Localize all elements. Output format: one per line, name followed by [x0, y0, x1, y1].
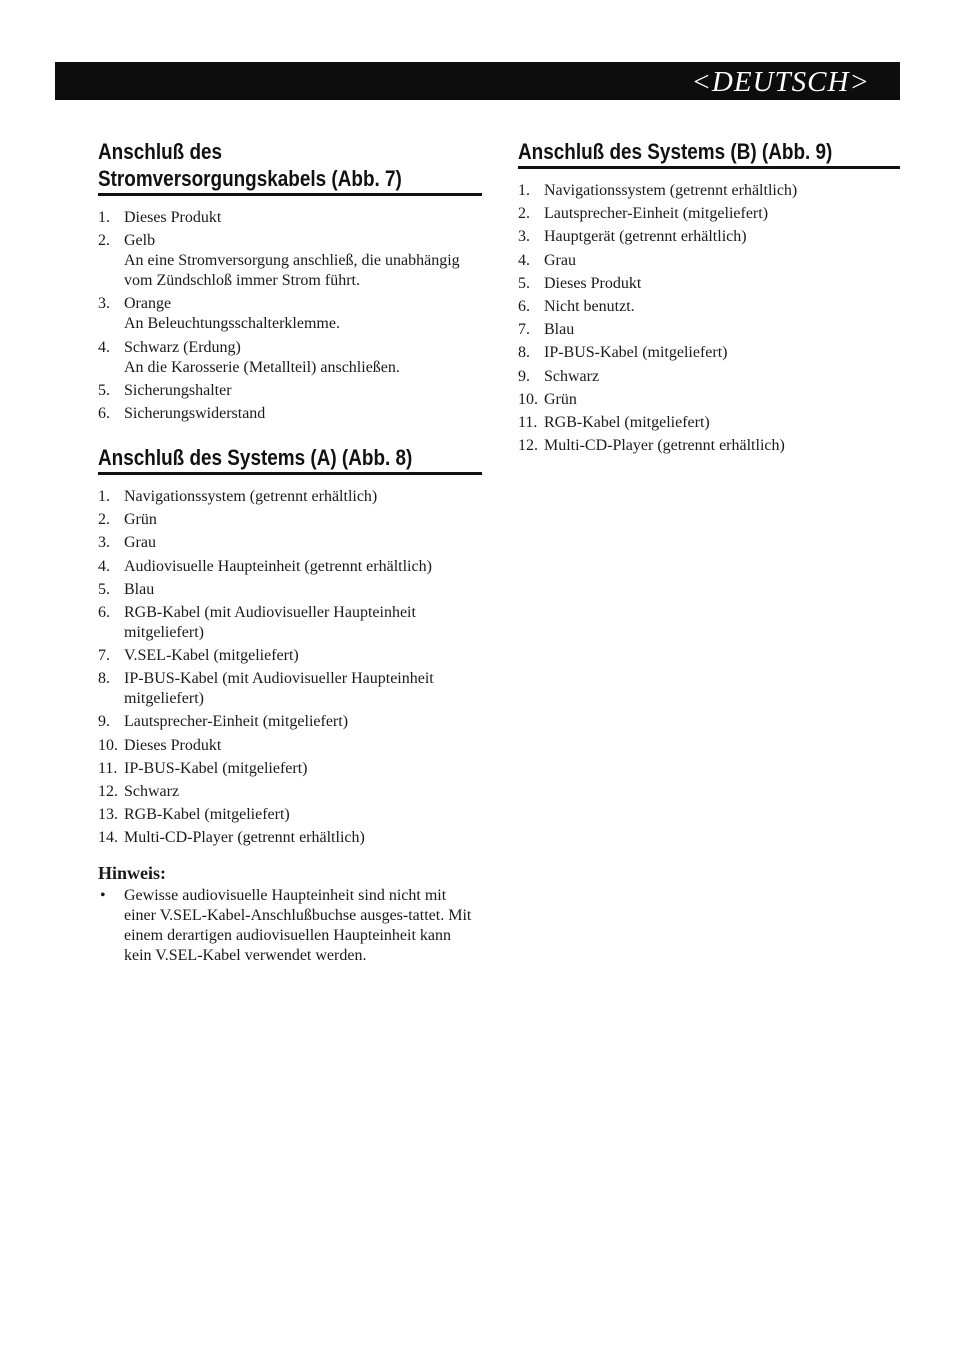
list-item-number: 4. [518, 251, 530, 269]
list-item [98, 669, 482, 709]
list-item [518, 413, 900, 433]
list-item-text: Lautsprecher-Einheit (mitgeliefert) [544, 205, 769, 223]
system-a-heading [98, 444, 482, 475]
list-item [98, 646, 482, 666]
list-item-text: Dieses Produkt [124, 209, 222, 226]
list-item-text: IP-BUS-Kabel (mitgeliefert) [124, 759, 308, 777]
system-b-heading [518, 138, 900, 169]
list-item [98, 404, 482, 424]
list-item [98, 580, 482, 600]
list-item-number: 1. [98, 487, 110, 505]
list-item-number: 8. [518, 344, 530, 362]
note-text: Gewisse audiovisuelle Haupteinheit sind nicht mit einer V.SEL-Kabel-Anschlußbuchse ausges-tattet. Mit einem derartigen audiovisuellen Haupteinheit kann kein V.SEL-Kabel verwendet werden. [124, 887, 472, 965]
list-item-number: 6. [98, 603, 110, 621]
list-item-text: Lautsprecher-Einheit (mitgeliefert) [124, 713, 349, 731]
list-item-number: 12. [518, 437, 538, 455]
list-item-number: 13. [98, 806, 118, 824]
list-item [518, 297, 900, 317]
list-item-number: 4. [98, 557, 110, 575]
list-item [98, 381, 482, 401]
list-item-text: Orange [124, 295, 172, 313]
list-item-number: 9. [518, 367, 530, 385]
list-item [98, 533, 482, 553]
list-item-number: 2. [98, 511, 110, 529]
list-item-text: Grau [544, 251, 576, 269]
list-item [98, 759, 482, 779]
list-item-text: RGB-Kabel (mitgeliefert) [124, 806, 290, 824]
right-column [518, 138, 900, 459]
list-item-text: Multi-CD-Player (getrennt erhältlich) [544, 437, 785, 455]
list-item [518, 320, 900, 340]
list-item [98, 294, 482, 334]
list-item [518, 181, 900, 201]
list-item [98, 208, 482, 228]
list-item [98, 510, 482, 530]
list-item-number: 5. [98, 580, 110, 598]
list-item-text: IP-BUS-Kabel (mitgeliefert) [544, 344, 728, 362]
list-item-text: Navigationssystem (getrennt erhältlich) [544, 182, 798, 199]
list-item-text: Multi-CD-Player (getrennt erhältlich) [124, 829, 365, 847]
list-item [518, 227, 900, 247]
list-item-detail: An die Karosserie (Metallteil) anschließen. [124, 358, 400, 376]
list-item-number: 7. [518, 321, 530, 339]
list-item-number: 11. [518, 413, 538, 431]
system-b-heading-text: Anschluß des Systems (B) (Abb. 9) [518, 139, 833, 164]
list-item-text: RGB-Kabel (mit Audiovisueller Haupteinheit mitgeliefert) [124, 603, 416, 641]
list-item [98, 338, 482, 378]
list-item-text: RGB-Kabel (mitgeliefert) [544, 413, 710, 431]
list-item-detail: An eine Stromversorgung anschließ, die unabhängig vom Zündschloß immer Strom führt. [124, 252, 460, 290]
list-item-number: 6. [98, 404, 110, 422]
left-column [98, 138, 482, 966]
list-item-text: Grau [124, 534, 156, 552]
list-item-text: Schwarz [544, 367, 600, 385]
list-item [98, 805, 482, 825]
list-item-number: 1. [98, 209, 110, 226]
list-item [518, 367, 900, 387]
list-item [98, 231, 482, 291]
note-item [98, 886, 482, 966]
language-header-bar [55, 62, 900, 100]
list-item-number: 4. [98, 338, 110, 356]
list-item [98, 782, 482, 802]
list-item-text: Blau [124, 580, 155, 598]
list-item-text: Navigationssystem (getrennt erhältlich) [124, 487, 378, 505]
list-item-number: 11. [98, 759, 118, 777]
list-item-detail: An Beleuchtungsschalterklemme. [124, 315, 340, 333]
system-b-list [518, 181, 900, 456]
language-label: <DEUTSCH> [691, 66, 870, 98]
system-a-heading-text: Anschluß des Systems (A) (Abb. 8) [98, 444, 413, 470]
list-item-number: 5. [518, 274, 530, 292]
list-item [98, 487, 482, 507]
list-item-number: 1. [518, 182, 530, 199]
power-cable-heading-line1: Anschluß des [98, 139, 223, 164]
list-item [98, 603, 482, 643]
bullet-icon: • [100, 887, 106, 905]
list-item-number: 10. [98, 736, 118, 754]
list-item-text: Gelb [124, 232, 156, 250]
list-item-number: 7. [98, 647, 110, 665]
list-item-text: Dieses Produkt [544, 274, 642, 292]
list-item [98, 736, 482, 756]
power-cable-heading [98, 138, 482, 196]
list-item-text: IP-BUS-Kabel (mit Audiovisueller Haupteinheit mitgeliefert) [124, 670, 434, 708]
list-item-text: Blau [544, 321, 575, 339]
list-item [518, 274, 900, 294]
list-item [518, 251, 900, 271]
list-item-text: Nicht benutzt. [544, 297, 635, 315]
list-item [518, 436, 900, 456]
list-item [98, 712, 482, 732]
list-item-text: Audiovisuelle Haupteinheit (getrennt erhältlich) [124, 557, 432, 575]
list-item-number: 5. [98, 381, 110, 399]
list-item-number: 2. [518, 205, 530, 223]
list-item-number: 3. [98, 534, 110, 552]
list-item-number: 3. [518, 228, 530, 246]
list-item-number: 14. [98, 829, 118, 847]
note-title: Hinweis: [98, 863, 167, 884]
list-item-text: Grün [544, 390, 577, 408]
list-item-text: Grün [124, 511, 157, 529]
list-item-text: Dieses Produkt [124, 736, 222, 754]
list-item [98, 557, 482, 577]
system-a-list [98, 487, 482, 848]
list-item-text: Sicherungswiderstand [124, 404, 266, 422]
list-item-text: Schwarz [124, 783, 180, 800]
list-item [98, 828, 482, 848]
list-item-number: 8. [98, 670, 110, 688]
list-item [518, 204, 900, 224]
list-item [518, 343, 900, 363]
list-item-number: 10. [518, 390, 538, 408]
power-cable-list [98, 208, 482, 424]
list-item-number: 9. [98, 713, 110, 731]
list-item-text: Hauptgerät (getrennt erhältlich) [544, 228, 747, 246]
list-item-text: V.SEL-Kabel (mitgeliefert) [124, 647, 299, 665]
list-item-number: 12. [98, 783, 118, 800]
list-item-number: 6. [518, 297, 530, 315]
list-item-text: Sicherungshalter [124, 381, 232, 399]
power-cable-heading-line2: Stromversorgungskabels (Abb. 7) [98, 166, 402, 191]
list-item-number: 3. [98, 295, 110, 313]
list-item-text: Schwarz (Erdung) [124, 338, 241, 356]
list-item-number: 2. [98, 232, 110, 250]
list-item [518, 390, 900, 410]
